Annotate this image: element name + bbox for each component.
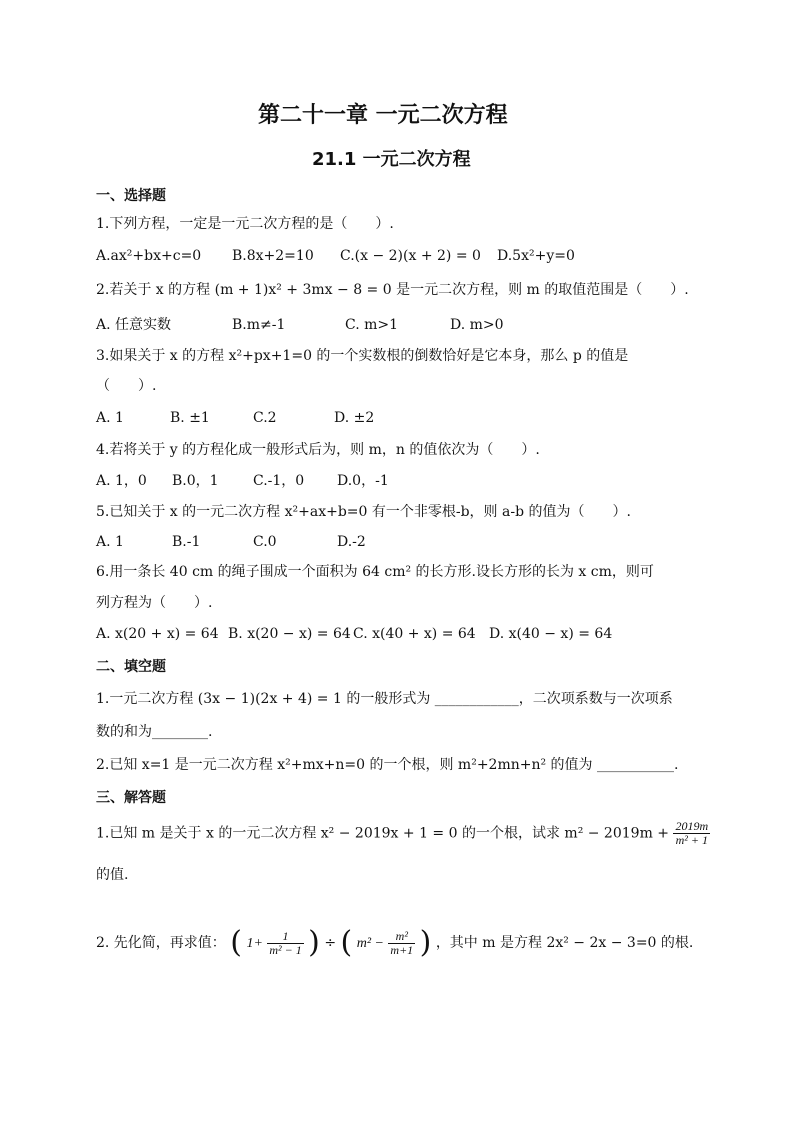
question-1-option-d: D.5x²+y=0 — [497, 248, 575, 264]
question-5-stem: 5.已知关于 x 的一元二次方程 x²+ax+b=0 有一个非零根-b，则 a-b 的值为（ ）. — [96, 504, 631, 520]
left-paren-2: ( — [340, 925, 353, 960]
solve-2-fraction-2-denominator: m+1 — [390, 942, 414, 957]
question-3-option-c: C.2 — [253, 410, 277, 426]
question-1-stem: 1.下列方程，一定是一元二次方程的是（ ）. — [96, 216, 394, 232]
solve-1-prefix: 1.已知 m 是关于 x 的一元二次方程 x² − 2019x + 1 = 0 的一个根，试求 m² − 2019m + — [96, 825, 670, 842]
fill-1-line-1: 1.一元二次方程 (3x − 1)(2x + 4) = 1 的一般形式为 ____________，二次项系数与一次项系 — [96, 691, 673, 707]
chapter-title: 第二十一章 一元二次方程 — [258, 103, 508, 128]
question-3-stem: 3.如果关于 x 的方程 x²+px+1=0 的一个实数根的倒数恰好是它本身，那么 p 的值是 — [96, 348, 629, 364]
solve-2-term-2: m² − — [356, 936, 384, 951]
question-2-option-b: B.m≠-1 — [232, 317, 286, 333]
solve-2-prefix: 2. 先化简，再求值： — [96, 935, 226, 951]
question-5-option-c: C.0 — [253, 534, 277, 550]
fill-2-line-1: 2.已知 x=1 是一元二次方程 x²+mx+n=0 的一个根，则 m²+2mn+n² 的值为 ___________. — [96, 757, 679, 773]
question-3-option-a: A. 1 — [96, 410, 124, 426]
solve-2-term-1: 1+ — [246, 936, 263, 951]
left-paren-1: ( — [230, 925, 242, 960]
question-4-option-a: A. 1，0 — [96, 473, 147, 489]
question-4-option-c: C.-1，0 — [253, 473, 305, 489]
question-2-option-a: A. 任意实数 — [96, 317, 172, 333]
question-6-stem: 6.用一条长 40 cm 的绳子围成一个面积为 64 cm² 的长方形.设长方形的长为 x cm，则可 — [96, 564, 654, 580]
question-4-stem: 4.若将关于 y 的方程化成一般形式后为，则 m，n 的值依次为（ ）. — [96, 442, 540, 458]
fill-1-line-2: 数的和为________. — [96, 724, 213, 740]
question-3-stem-cont: （ ）. — [96, 378, 157, 394]
question-1-option-a: A.ax²+bx+c=0 — [96, 248, 202, 264]
question-5-option-a: A. 1 — [96, 534, 124, 550]
question-2-option-d: D. m>0 — [450, 317, 504, 333]
solve-1-line-1 — [96, 820, 710, 847]
right-paren-2: ) — [419, 925, 432, 960]
question-1-option-b: B.8x+2=10 — [232, 248, 314, 264]
solve-2-fraction-1-denominator: m² − 1 — [269, 942, 302, 957]
solve-2-suffix: ，其中 m 是方程 2x² − 2x − 3=0 的根. — [435, 935, 694, 951]
heading-fill-in: 二、填空题 — [96, 659, 166, 675]
question-6-option-d: D. x(40 − x) = 64 — [489, 626, 613, 642]
solve-2-fraction-1 — [267, 930, 303, 957]
solve-2-fraction-2-numerator: m² — [388, 930, 415, 944]
heading-solve: 三、解答题 — [96, 790, 166, 806]
question-6-option-c: C. x(40 + x) = 64 — [353, 626, 476, 642]
question-4-option-d: D.0，-1 — [337, 473, 389, 489]
question-5-option-b: B.-1 — [172, 534, 201, 550]
question-5-option-d: D.-2 — [337, 534, 366, 550]
question-1-option-c: C.(x − 2)(x + 2) = 0 — [340, 248, 481, 264]
right-paren-1: ) — [308, 925, 320, 960]
question-6-option-a: A. x(20 + x) = 64 — [96, 626, 219, 642]
question-6-stem-cont: 列方程为（ ）. — [96, 595, 213, 611]
solve-2-fraction-1-numerator: 1 — [267, 930, 303, 944]
heading-choice: 一、选择题 — [96, 188, 166, 204]
section-title: 21.1 一元二次方程 — [312, 149, 471, 170]
solve-1-fraction-denominator: m² + 1 — [675, 833, 708, 847]
solve-2-fraction-2 — [388, 930, 415, 957]
division-sign: ÷ — [324, 935, 337, 951]
question-2-stem: 2.若关于 x 的方程 (m + 1)x² + 3mx − 8 = 0 是一元二次方程，则 m 的取值范围是（ ）. — [96, 282, 689, 298]
solve-1-fraction-numerator: 2019m — [675, 819, 709, 833]
solve-2-line — [96, 925, 694, 960]
question-6-option-b: B. x(20 − x) = 64 — [228, 626, 351, 642]
solve-1-fraction — [673, 820, 710, 847]
question-4-option-b: B.0，1 — [172, 473, 219, 489]
question-3-option-d: D. ±2 — [334, 410, 375, 426]
question-3-option-b: B. ±1 — [170, 410, 210, 426]
question-2-option-c: C. m>1 — [345, 317, 399, 333]
solve-1-line-2: 的值. — [96, 867, 129, 883]
